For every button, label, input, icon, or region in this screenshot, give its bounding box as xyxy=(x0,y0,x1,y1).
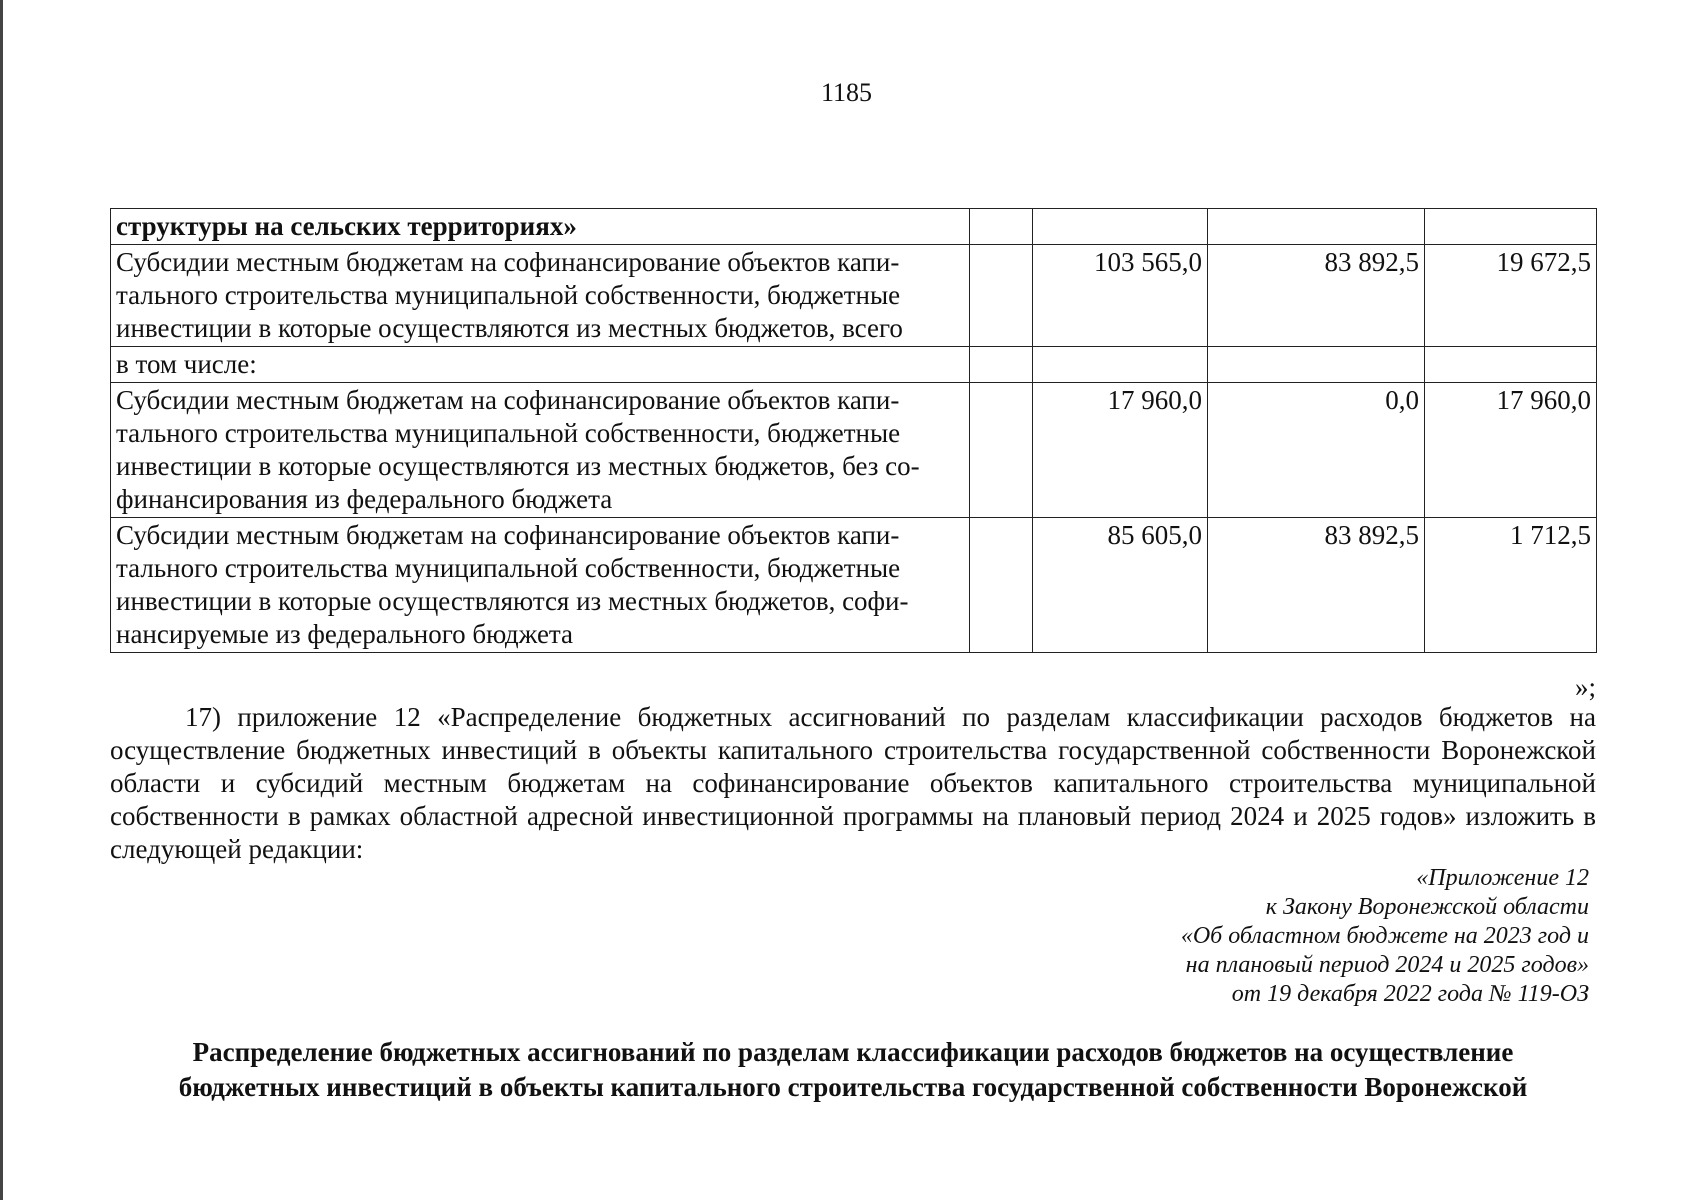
cell-code xyxy=(970,518,1033,653)
appendix-line: «Об областном бюджете на 2023 год и xyxy=(1180,923,1589,949)
appendix-line: «Приложение 12 xyxy=(1416,865,1589,891)
description-line: инвестиции в которые осуществляются из местных бюджетов, без со- xyxy=(116,451,920,481)
description-line: тального строительства муниципальной собственности, бюджетные xyxy=(116,553,901,583)
table-row xyxy=(111,347,1597,383)
row-description: в том числе: xyxy=(111,347,970,383)
cell-total: 17 960,0 xyxy=(1033,383,1208,518)
closing-quote: »; xyxy=(1574,672,1596,702)
cell-regional: 17 960,0 xyxy=(1425,383,1597,518)
description-line: тального строительства муниципальной собственности, бюджетные xyxy=(116,280,901,310)
table-row xyxy=(111,518,1597,653)
description-line: Субсидии местным бюджетам на софинансирование объектов капи- xyxy=(116,385,900,415)
cell-code xyxy=(970,245,1033,347)
cell-total xyxy=(1033,347,1208,383)
description-line: Субсидии местным бюджетам на софинансирование объектов капи- xyxy=(116,247,900,277)
cell-regional: 19 672,5 xyxy=(1425,245,1597,347)
cell-federal: 83 892,5 xyxy=(1208,245,1425,347)
appendix-line: к Закону Воронежской области xyxy=(1265,894,1589,920)
description-line: тального строительства муниципальной собственности, бюджетные xyxy=(116,418,901,448)
cell-regional xyxy=(1425,209,1597,245)
amendment-paragraph: 17) приложение 12 «Распределение бюджетных ассигнований по разделам классификации расходов бюджетов на осуществление бюджетных инвестиций в объекты капитального строительства государственной собственности Воронежской области и субсидий местным бюджетам на софинансирование объектов капитального строительства муниципальной собственности в рамках областной адресной инвестиционной программы на плановый период 2024 и 2025 годов» изложить в следующей редакции: xyxy=(110,702,1596,864)
table-row xyxy=(111,209,1597,245)
scan-edge xyxy=(0,0,3,1200)
description-line: финансирования из федерального бюджета xyxy=(116,484,613,514)
row-description xyxy=(111,245,970,347)
cell-federal xyxy=(1208,347,1425,383)
cell-code xyxy=(970,347,1033,383)
appendix-line: на плановый период 2024 и 2025 годов» xyxy=(1185,952,1589,978)
appendix-reference xyxy=(1029,864,1589,1009)
table-row xyxy=(111,383,1597,518)
appendix-line: от 19 декабря 2022 года № 119-ОЗ xyxy=(1231,981,1589,1007)
cell-federal: 83 892,5 xyxy=(1208,518,1425,653)
row-description xyxy=(111,518,970,653)
section-title-line: бюджетных инвестиций в объекты капитального строительства государственной собственности Воронежской xyxy=(178,1072,1528,1102)
cell-federal: 0,0 xyxy=(1208,383,1425,518)
cell-code xyxy=(970,383,1033,518)
section-title xyxy=(110,1035,1596,1105)
cell-code xyxy=(970,209,1033,245)
cell-total: 85 605,0 xyxy=(1033,518,1208,653)
cell-total xyxy=(1033,209,1208,245)
description-line: инвестиции в которые осуществляются из местных бюджетов, софи- xyxy=(116,586,909,616)
description-line: Субсидии местным бюджетам на софинансирование объектов капи- xyxy=(116,520,900,550)
budget-table xyxy=(110,208,1597,653)
cell-regional: 1 712,5 xyxy=(1425,518,1597,653)
page-number: 1185 xyxy=(820,78,873,107)
description-line: инвестиции в которые осуществляются из местных бюджетов, всего xyxy=(116,313,903,343)
row-description: структуры на сельских территориях» xyxy=(111,209,970,245)
row-description xyxy=(111,383,970,518)
cell-total: 103 565,0 xyxy=(1033,245,1208,347)
description-line: нансируемые из федерального бюджета xyxy=(116,619,574,649)
section-title-line: Распределение бюджетных ассигнований по разделам классификации расходов бюджетов на осуществление xyxy=(192,1037,1514,1067)
table-row xyxy=(111,245,1597,347)
cell-federal xyxy=(1208,209,1425,245)
cell-regional xyxy=(1425,347,1597,383)
